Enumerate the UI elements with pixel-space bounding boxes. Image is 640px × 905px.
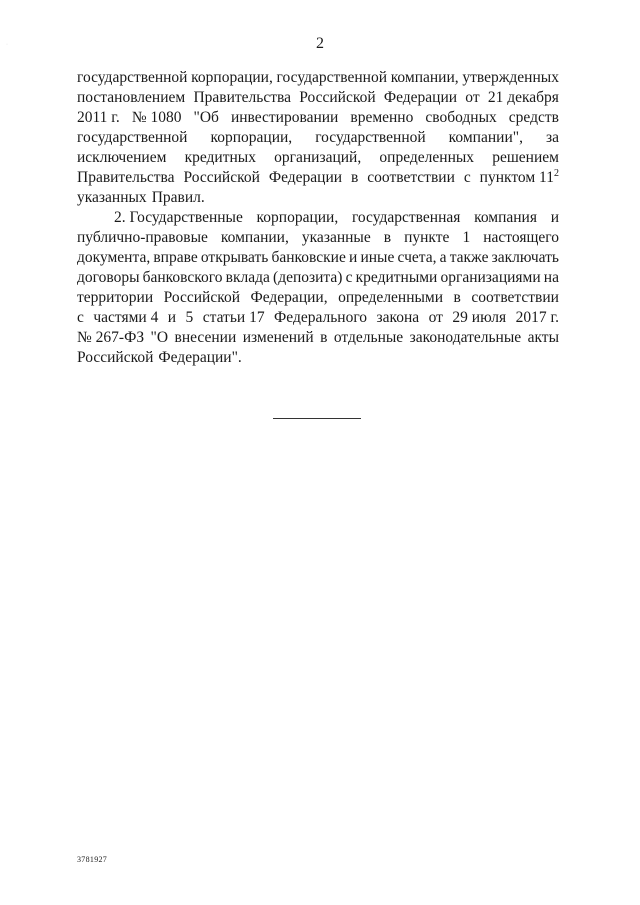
rule-reference: 11 — [539, 169, 554, 186]
body-text — [77, 68, 559, 368]
text-line: договоры банковского вклада (депозита) с кредитными организациями на — [77, 269, 559, 286]
text-line: документа, вправе открывать банковские и иные счета, а также заключать — [77, 249, 559, 266]
text-line: исключением кредитных организаций, определенных решением — [77, 149, 559, 166]
end-of-text-divider — [273, 418, 361, 419]
page-number: 2 — [316, 35, 324, 52]
text-line: с частями 4 и 5 статьи 17 Федерального закона от 29 июля 2017 г. — [77, 309, 559, 326]
text-line: 2011 г. № 1080 "Об инвестировании временно свободных средств — [77, 109, 559, 126]
edge-mark: · — [6, 42, 8, 48]
text-line: государственной корпорации, государственной компании, утвержденных — [77, 69, 559, 86]
text-line: Российской Федерации". — [77, 349, 242, 366]
text-line: публично-правовые компании, указанные в пункте 1 настоящего — [77, 229, 559, 246]
document-code: 3781927 — [77, 855, 108, 864]
text-line: Правительства Российской Федерации в соответствии с пунктом $11^2$ — [77, 168, 559, 186]
text-line: постановлением Правительства Российской Федерации от 21 декабря — [77, 89, 559, 106]
text-line: территории Российской Федерации, определенными в соответствии — [77, 289, 559, 306]
text-line: государственной корпорации, государственной компании", за — [77, 129, 559, 146]
text-line: 2. Государственные корпорации, государственная компания и — [114, 209, 559, 226]
text-line: № 267-ФЗ "О внесении изменений в отдельные законодательные акты — [77, 329, 559, 346]
superscript-marker: 2 — [553, 168, 559, 179]
text-line: указанных Правил. — [77, 189, 205, 206]
